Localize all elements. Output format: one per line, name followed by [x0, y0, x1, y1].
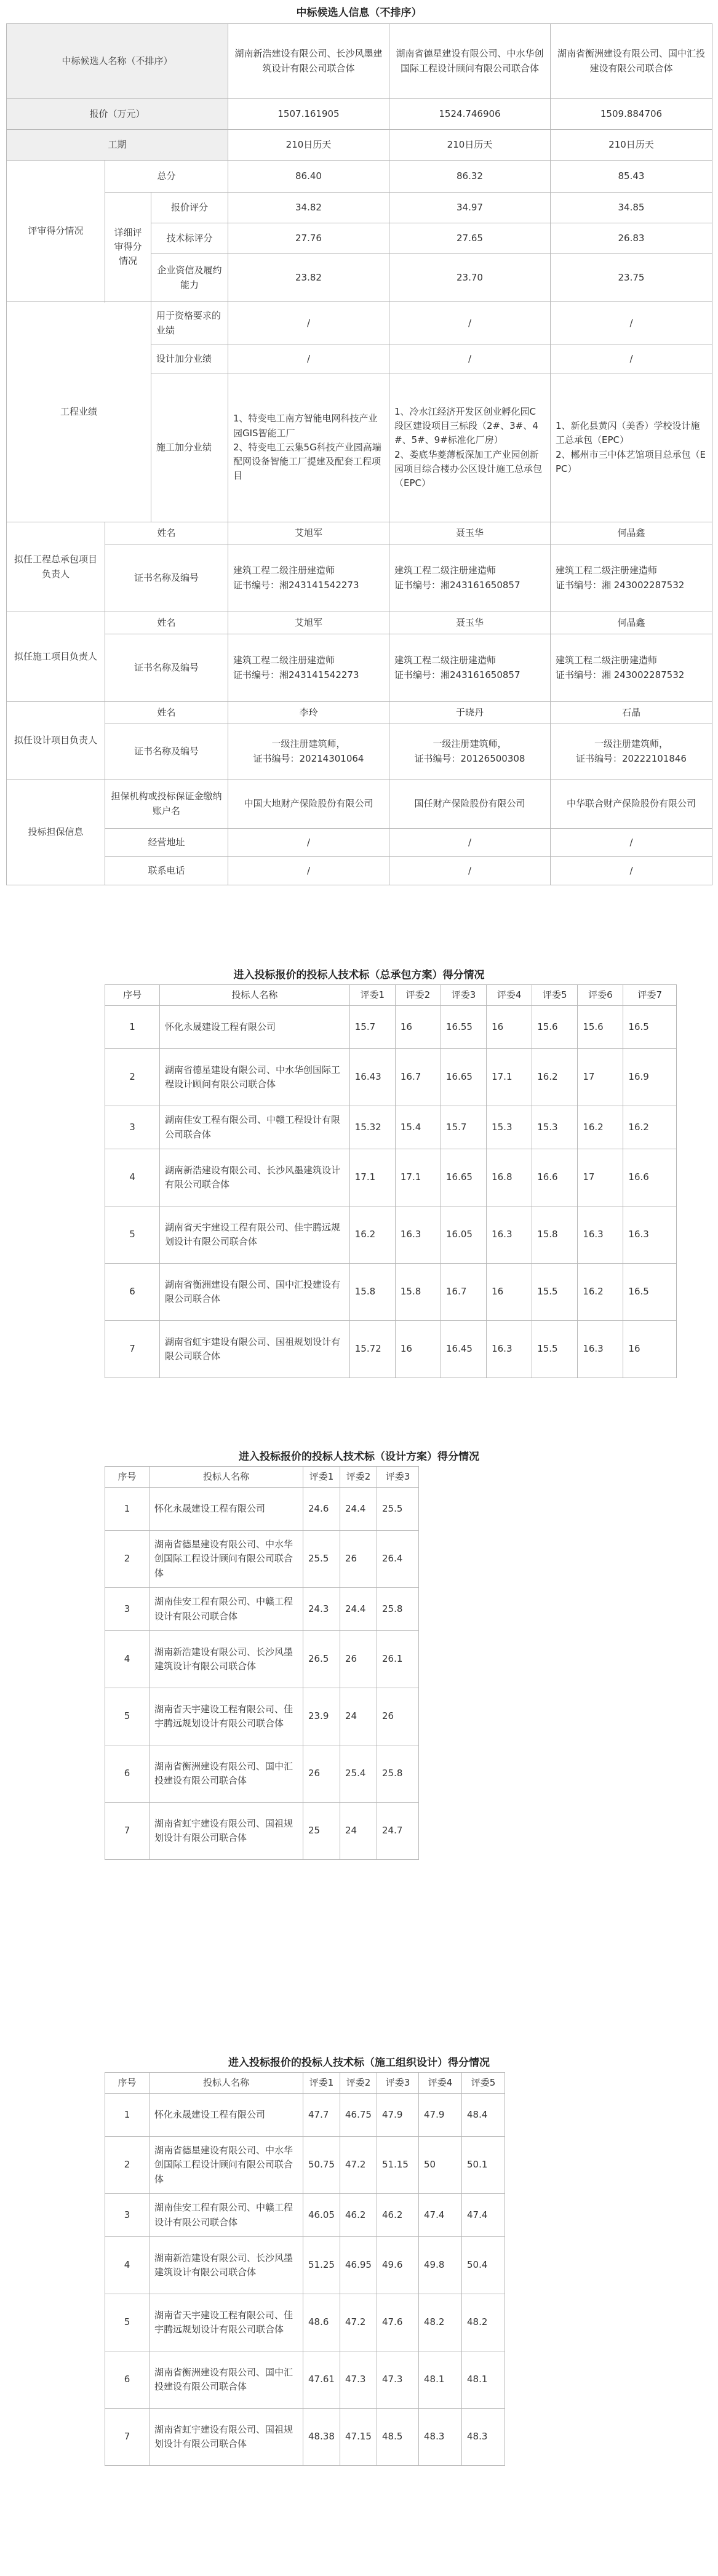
column-header: 评委3 — [377, 1467, 419, 1488]
column-header: 评委2 — [340, 2073, 377, 2094]
column-header: 评委6 — [578, 985, 623, 1006]
const-cert-3: 建筑工程二级注册建造师 证书编号：湘 243002287532 — [551, 634, 712, 702]
candidate-header-label: 中标候选人名称（不排序） — [7, 24, 228, 99]
column-header: 投标人名称 — [159, 985, 349, 1006]
judge-score: 25.8 — [377, 1745, 419, 1803]
bidder-name: 湖南佳安工程有限公司、中赣工程设计有限公司联合体 — [150, 1588, 303, 1631]
judge-score: 15.8 — [349, 1264, 395, 1321]
row-index: 7 — [105, 2409, 150, 2466]
design-manager-label: 拟任设计项目负责人 — [7, 702, 105, 780]
candidate-name-3: 湖南省衡洲建设有限公司、国中汇投建设有限公司联合体 — [551, 24, 712, 99]
judge-score: 16.2 — [532, 1049, 578, 1106]
table-row — [105, 1006, 677, 1049]
address-2: / — [389, 829, 551, 857]
judge-score: 24 — [340, 1803, 377, 1860]
row-index: 4 — [105, 1631, 150, 1688]
gc-name-1: 艾旭军 — [228, 522, 389, 544]
const-cert-2: 建筑工程二级注册建造师 证书编号：湘243161650857 — [389, 634, 551, 702]
judge-score: 46.2 — [340, 2194, 377, 2237]
const-name-1: 艾旭军 — [228, 612, 389, 634]
judge-score: 16.2 — [349, 1206, 395, 1264]
qual-perf-1: / — [228, 302, 389, 345]
judge-score: 26.4 — [377, 1531, 419, 1588]
guarantee-org-3: 中华联合财产保险股份有限公司 — [551, 780, 712, 829]
const-name-2: 聂玉华 — [389, 612, 551, 634]
table-row — [105, 1264, 677, 1321]
judge-score: 26 — [340, 1631, 377, 1688]
judge-score: 47.61 — [303, 2351, 340, 2409]
table2-total-contract-scores — [105, 984, 677, 1378]
table-row — [105, 1588, 419, 1631]
column-header: 序号 — [105, 2073, 150, 2094]
judge-score: 16.5 — [623, 1006, 677, 1049]
header-row — [105, 2073, 505, 2094]
table-row — [105, 2194, 505, 2237]
credit-score-2: 23.70 — [389, 254, 551, 302]
judge-score: 17.1 — [349, 1149, 395, 1206]
judge-score: 51.15 — [377, 2137, 419, 2194]
table-row — [105, 1745, 419, 1803]
row-index: 5 — [105, 2294, 150, 2351]
table-row — [105, 1106, 677, 1149]
bidder-name: 湖南新浩建设有限公司、长沙风墨建筑设计有限公司联合体 — [159, 1149, 349, 1206]
judge-score: 47.9 — [377, 2094, 419, 2137]
judge-score: 47.3 — [377, 2351, 419, 2409]
bidder-name: 湖南佳安工程有限公司、中赣工程设计有限公司联合体 — [159, 1106, 349, 1149]
phone-1: / — [228, 857, 389, 885]
row-index: 3 — [105, 1106, 160, 1149]
design-name-label: 姓名 — [105, 702, 228, 724]
row-index: 2 — [105, 1531, 150, 1588]
judge-score: 48.4 — [462, 2094, 505, 2137]
judge-score: 25.4 — [340, 1745, 377, 1803]
design-name-1: 李玲 — [228, 702, 389, 724]
column-header: 评委3 — [441, 985, 486, 1006]
judge-score: 17.1 — [487, 1049, 532, 1106]
price-1: 1507.161905 — [228, 99, 389, 130]
table-row — [105, 2094, 505, 2137]
duration-1: 210日历天 — [228, 130, 389, 161]
candidate-name-2: 湖南省德星建设有限公司、中水华创国际工程设计顾问有限公司联合体 — [389, 24, 551, 99]
column-header: 投标人名称 — [150, 1467, 303, 1488]
column-header: 序号 — [105, 1467, 150, 1488]
design-bonus-2: / — [389, 345, 551, 373]
row-index: 7 — [105, 1803, 150, 1860]
table-row — [105, 2294, 505, 2351]
candidate-table-title: 中标候选人信息（不排序） — [296, 7, 422, 19]
design-cert-1: 一级注册建筑师， 证书编号：20214301064 — [228, 724, 389, 780]
row-index: 3 — [105, 2194, 150, 2237]
bidder-name: 湖南省虹宇建设有限公司、国祖规划设计有限公司联合体 — [150, 1803, 303, 1860]
judge-score: 48.3 — [462, 2409, 505, 2466]
price-score-label: 报价评分 — [151, 193, 228, 223]
table-row — [105, 1631, 419, 1688]
gc-cert-3: 建筑工程二级注册建造师 证书编号：湘 243002287532 — [551, 544, 712, 612]
price-score-1: 34.82 — [228, 193, 389, 223]
table3-title: 进入投标报价的投标人技术标（设计方案）得分情况 — [239, 1451, 479, 1463]
bidder-name: 湖南新浩建设有限公司、长沙风墨建筑设计有限公司联合体 — [150, 2237, 303, 2294]
bidder-name: 怀化永晟建设工程有限公司 — [159, 1006, 349, 1049]
row-index: 1 — [105, 1488, 150, 1531]
judge-score: 51.25 — [303, 2237, 340, 2294]
judge-score: 47.6 — [377, 2294, 419, 2351]
judge-score: 46.75 — [340, 2094, 377, 2137]
row-index: 1 — [105, 1006, 160, 1049]
judge-score: 16.6 — [623, 1149, 677, 1206]
judge-score: 48.38 — [303, 2409, 340, 2466]
design-bonus-label: 设计加分业绩 — [151, 345, 228, 373]
judge-score: 47.7 — [303, 2094, 340, 2137]
header-row — [105, 985, 677, 1006]
bidder-name: 湖南省天宇建设工程有限公司、佳宇腾远规划设计有限公司联合体 — [150, 1688, 303, 1745]
duration-label: 工期 — [7, 130, 228, 161]
column-header: 序号 — [105, 985, 160, 1006]
judge-score: 16.2 — [578, 1106, 623, 1149]
judge-score: 15.6 — [532, 1006, 578, 1049]
row-index: 4 — [105, 2237, 150, 2294]
judge-score: 16.3 — [395, 1206, 441, 1264]
credit-score-1: 23.82 — [228, 254, 389, 302]
table-row — [105, 1049, 677, 1106]
tech-score-3: 26.83 — [551, 223, 712, 254]
judge-score: 16 — [487, 1264, 532, 1321]
judge-score: 15.7 — [441, 1106, 486, 1149]
judge-score: 50.1 — [462, 2137, 505, 2194]
row-index: 6 — [105, 1264, 160, 1321]
row-index: 6 — [105, 2351, 150, 2409]
judge-score: 17 — [578, 1149, 623, 1206]
row-index: 1 — [105, 2094, 150, 2137]
bidder-name: 怀化永晟建设工程有限公司 — [150, 2094, 303, 2137]
gc-cert-1: 建筑工程二级注册建造师 证书编号：湘243141542273 — [228, 544, 389, 612]
bidder-name: 湖南省衡洲建设有限公司、国中汇投建设有限公司联合体 — [150, 2351, 303, 2409]
bidder-name: 湖南省德星建设有限公司、中水华创国际工程设计顾问有限公司联合体 — [159, 1049, 349, 1106]
bidder-name: 湖南省德星建设有限公司、中水华创国际工程设计顾问有限公司联合体 — [150, 1531, 303, 1588]
judge-score: 16.65 — [441, 1149, 486, 1206]
table-row — [105, 2237, 505, 2294]
judge-score: 24 — [340, 1688, 377, 1745]
judge-score: 16 — [395, 1006, 441, 1049]
judge-score: 26.5 — [303, 1631, 340, 1688]
judge-score: 16.7 — [441, 1264, 486, 1321]
perf-label: 工程业绩 — [7, 302, 151, 522]
tech-score-1: 27.76 — [228, 223, 389, 254]
const-manager-label: 拟任施工项目负责人 — [7, 612, 105, 702]
judge-score: 16.3 — [578, 1206, 623, 1264]
judge-score: 26.1 — [377, 1631, 419, 1688]
design-bonus-1: / — [228, 345, 389, 373]
judge-score: 16.2 — [623, 1106, 677, 1149]
phone-label: 联系电话 — [105, 857, 228, 885]
judge-score: 16 — [487, 1006, 532, 1049]
judge-score: 47.4 — [419, 2194, 462, 2237]
guarantee-org-2: 国任财产保险股份有限公司 — [389, 780, 551, 829]
guarantee-org-label: 担保机构或投标保证金缴纳账户名 — [105, 780, 228, 829]
review-label: 评审得分情况 — [7, 161, 105, 302]
detail-label: 详细评审得分情况 — [105, 193, 151, 302]
bidder-name: 湖南省衡洲建设有限公司、国中汇投建设有限公司联合体 — [159, 1264, 349, 1321]
judge-score: 16.05 — [441, 1206, 486, 1264]
design-cert-2: 一级注册建筑师， 证书编号：20126500308 — [389, 724, 551, 780]
gc-cert-2: 建筑工程二级注册建造师 证书编号：湘243161650857 — [389, 544, 551, 612]
const-name-3: 何晶鑫 — [551, 612, 712, 634]
judge-score: 48.5 — [377, 2409, 419, 2466]
judge-score: 48.1 — [419, 2351, 462, 2409]
total-1: 86.40 — [228, 161, 389, 193]
column-header: 评委1 — [349, 985, 395, 1006]
table-row — [105, 2351, 505, 2409]
bidder-name: 湖南省天宇建设工程有限公司、佳宇腾远规划设计有限公司联合体 — [159, 1206, 349, 1264]
table-row — [105, 1206, 677, 1264]
address-3: / — [551, 829, 712, 857]
judge-score: 15.4 — [395, 1106, 441, 1149]
price-score-2: 34.97 — [389, 193, 551, 223]
row-index: 3 — [105, 1588, 150, 1631]
row-index: 2 — [105, 2137, 150, 2194]
bidder-name: 怀化永晟建设工程有限公司 — [150, 1488, 303, 1531]
judge-score: 50.4 — [462, 2237, 505, 2294]
price-score-3: 34.85 — [551, 193, 712, 223]
judge-score: 24.6 — [303, 1488, 340, 1531]
table-row — [105, 2409, 505, 2466]
column-header: 评委4 — [487, 985, 532, 1006]
column-header: 评委1 — [303, 2073, 340, 2094]
column-header: 评委1 — [303, 1467, 340, 1488]
judge-score: 46.95 — [340, 2237, 377, 2294]
judge-score: 48.3 — [419, 2409, 462, 2466]
const-cert-label: 证书名称及编号 — [105, 634, 228, 702]
design-name-3: 石晶 — [551, 702, 712, 724]
table4-construction-org-scores — [105, 2072, 505, 2466]
judge-score: 50 — [419, 2137, 462, 2194]
judge-score: 25 — [303, 1803, 340, 1860]
column-header: 评委2 — [340, 1467, 377, 1488]
judge-score: 23.9 — [303, 1688, 340, 1745]
bidder-name: 湖南佳安工程有限公司、中赣工程设计有限公司联合体 — [150, 2194, 303, 2237]
bidder-name: 湖南省衡洲建设有限公司、国中汇投建设有限公司联合体 — [150, 1745, 303, 1803]
tech-score-2: 27.65 — [389, 223, 551, 254]
gc-name-2: 聂玉华 — [389, 522, 551, 544]
table3-design-scores — [105, 1466, 419, 1860]
table2-title: 进入投标报价的投标人技术标（总承包方案）得分情况 — [233, 969, 485, 981]
judge-score: 16.2 — [578, 1264, 623, 1321]
judge-score: 16.3 — [487, 1206, 532, 1264]
judge-score: 24.3 — [303, 1588, 340, 1631]
total-3: 85.43 — [551, 161, 712, 193]
const-bonus-2: 1、冷水江经济开发区创业孵化园C段区建设项目三标段（2#、3#、4#、5#、9#标准化厂房） 2、娄底华菱薄板深加工产业园创新园项目综合楼办公区设计施工总承包（EPC） — [389, 373, 551, 522]
guarantee-org-1: 中国大地财产保险股份有限公司 — [228, 780, 389, 829]
gc-manager-label: 拟任工程总承包项目负责人 — [7, 522, 105, 612]
candidate-info-table — [6, 23, 712, 885]
column-header: 投标人名称 — [150, 2073, 303, 2094]
judge-score: 15.8 — [395, 1264, 441, 1321]
price-label: 报价（万元） — [7, 99, 228, 130]
judge-score: 49.8 — [419, 2237, 462, 2294]
design-cert-label: 证书名称及编号 — [105, 724, 228, 780]
table-row — [105, 1321, 677, 1378]
qual-perf-label: 用于资格要求的业绩 — [151, 302, 228, 345]
judge-score: 17.1 — [395, 1149, 441, 1206]
column-header: 评委5 — [532, 985, 578, 1006]
column-header: 评委2 — [395, 985, 441, 1006]
qual-perf-3: / — [551, 302, 712, 345]
judge-score: 15.3 — [487, 1106, 532, 1149]
row-index: 2 — [105, 1049, 160, 1106]
total-label: 总分 — [105, 161, 228, 193]
judge-score: 16.5 — [623, 1264, 677, 1321]
judge-score: 47.3 — [340, 2351, 377, 2409]
design-bonus-3: / — [551, 345, 712, 373]
table-row — [105, 1531, 419, 1588]
judge-score: 48.2 — [419, 2294, 462, 2351]
judge-score: 16.55 — [441, 1006, 486, 1049]
gc-name-3: 何晶鑫 — [551, 522, 712, 544]
judge-score: 47.15 — [340, 2409, 377, 2466]
table-row — [105, 1803, 419, 1860]
judge-score: 26 — [377, 1688, 419, 1745]
judge-score: 24.4 — [340, 1588, 377, 1631]
row-index: 5 — [105, 1206, 160, 1264]
row-index: 7 — [105, 1321, 160, 1378]
column-header: 评委4 — [419, 2073, 462, 2094]
candidate-name-1: 湖南新浩建设有限公司、长沙风墨建筑设计有限公司联合体 — [228, 24, 389, 99]
duration-2: 210日历天 — [389, 130, 551, 161]
judge-score: 16.8 — [487, 1149, 532, 1206]
table4-title: 进入投标报价的投标人技术标（施工组织设计）得分情况 — [228, 2057, 490, 2069]
phone-3: / — [551, 857, 712, 885]
address-1: / — [228, 829, 389, 857]
judge-score: 16.3 — [578, 1321, 623, 1378]
judge-score: 15.7 — [349, 1006, 395, 1049]
judge-score: 48.6 — [303, 2294, 340, 2351]
gc-cert-label: 证书名称及编号 — [105, 544, 228, 612]
table-row — [105, 1149, 677, 1206]
judge-score: 15.5 — [532, 1321, 578, 1378]
table-row — [105, 1488, 419, 1531]
const-bonus-1: 1、特变电工南方智能电网科技产业园GIS智能工厂 2、特变电工云集5G科技产业园高端配网设备智能工厂提建及配套工程项目 — [228, 373, 389, 522]
judge-score: 16 — [395, 1321, 441, 1378]
header-row — [105, 1467, 419, 1488]
judge-score: 26 — [340, 1531, 377, 1588]
bidder-name: 湖南省虹宇建设有限公司、国祖规划设计有限公司联合体 — [150, 2409, 303, 2466]
address-label: 经营地址 — [105, 829, 228, 857]
credit-score-3: 23.75 — [551, 254, 712, 302]
column-header: 评委7 — [623, 985, 677, 1006]
judge-score: 16 — [623, 1321, 677, 1378]
judge-score: 16.45 — [441, 1321, 486, 1378]
judge-score: 47.2 — [340, 2294, 377, 2351]
judge-score: 15.32 — [349, 1106, 395, 1149]
judge-score: 15.5 — [532, 1264, 578, 1321]
const-cert-1: 建筑工程二级注册建造师 证书编号：湘243141542273 — [228, 634, 389, 702]
judge-score: 16.3 — [487, 1321, 532, 1378]
design-cert-3: 一级注册建筑师， 证书编号：20222101846 — [551, 724, 712, 780]
judge-score: 16.43 — [349, 1049, 395, 1106]
bidder-name: 湖南省天宇建设工程有限公司、佳宇腾远规划设计有限公司联合体 — [150, 2294, 303, 2351]
judge-score: 46.2 — [377, 2194, 419, 2237]
table-row — [105, 1688, 419, 1745]
judge-score: 15.6 — [578, 1006, 623, 1049]
total-2: 86.32 — [389, 161, 551, 193]
duration-3: 210日历天 — [551, 130, 712, 161]
judge-score: 25.8 — [377, 1588, 419, 1631]
phone-2: / — [389, 857, 551, 885]
judge-score: 25.5 — [303, 1531, 340, 1588]
const-name-label: 姓名 — [105, 612, 228, 634]
qual-perf-2: / — [389, 302, 551, 345]
tech-score-label: 技术标评分 — [151, 223, 228, 254]
judge-score: 50.75 — [303, 2137, 340, 2194]
price-2: 1524.746906 — [389, 99, 551, 130]
const-bonus-3: 1、新化县黄闪（美香）学校设计施工总承包（EPC） 2、郴州市三中体艺馆项目总承包（EPC） — [551, 373, 712, 522]
const-bonus-label: 施工加分业绩 — [151, 373, 228, 522]
row-index: 6 — [105, 1745, 150, 1803]
judge-score: 16.7 — [395, 1049, 441, 1106]
credit-label: 企业资信及履约能力 — [151, 254, 228, 302]
column-header: 评委5 — [462, 2073, 505, 2094]
column-header: 评委3 — [377, 2073, 419, 2094]
judge-score: 15.8 — [532, 1206, 578, 1264]
judge-score: 16.9 — [623, 1049, 677, 1106]
judge-score: 24.4 — [340, 1488, 377, 1531]
judge-score: 48.1 — [462, 2351, 505, 2409]
judge-score: 24.7 — [377, 1803, 419, 1860]
gc-name-label: 姓名 — [105, 522, 228, 544]
judge-score: 16.3 — [623, 1206, 677, 1264]
judge-score: 47.2 — [340, 2137, 377, 2194]
bidder-name: 湖南新浩建设有限公司、长沙风墨建筑设计有限公司联合体 — [150, 1631, 303, 1688]
judge-score: 16.6 — [532, 1149, 578, 1206]
price-3: 1509.884706 — [551, 99, 712, 130]
judge-score: 48.2 — [462, 2294, 505, 2351]
judge-score: 16.65 — [441, 1049, 486, 1106]
judge-score: 25.5 — [377, 1488, 419, 1531]
judge-score: 17 — [578, 1049, 623, 1106]
judge-score: 49.6 — [377, 2237, 419, 2294]
guarantee-label: 投标担保信息 — [7, 780, 105, 885]
judge-score: 15.3 — [532, 1106, 578, 1149]
judge-score: 26 — [303, 1745, 340, 1803]
judge-score: 46.05 — [303, 2194, 340, 2237]
bidder-name: 湖南省虹宇建设有限公司、国祖规划设计有限公司联合体 — [159, 1321, 349, 1378]
table-row — [105, 2137, 505, 2194]
bidder-name: 湖南省德星建设有限公司、中水华创国际工程设计顾问有限公司联合体 — [150, 2137, 303, 2194]
design-name-2: 于晓丹 — [389, 702, 551, 724]
judge-score: 15.72 — [349, 1321, 395, 1378]
judge-score: 47.4 — [462, 2194, 505, 2237]
row-index: 5 — [105, 1688, 150, 1745]
judge-score: 47.9 — [419, 2094, 462, 2137]
row-index: 4 — [105, 1149, 160, 1206]
